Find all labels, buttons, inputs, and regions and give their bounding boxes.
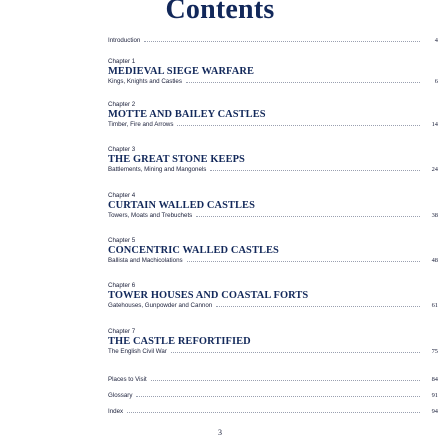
toc-entry-glossary[interactable] [108,391,438,400]
chapter-title: CURTAIN WALLED CASTLES [108,200,255,211]
page-number: 38 [431,212,438,219]
toc-row [108,36,438,45]
page-number: 91 [431,392,438,399]
chapter-label: Chapter 3 [108,146,136,153]
page-number: 75 [431,348,438,355]
entry-label: Introduction [108,37,141,44]
page-title: Contents [165,0,275,25]
toc-entry-chapter-7[interactable] [108,328,438,356]
toc-entry-chapter-3[interactable] [108,146,438,174]
dot-leader [210,169,420,171]
chapter-subtitle: The English Civil War [108,348,167,355]
chapter-title: MOTTE AND BAILEY CASTLES [108,109,266,120]
toc-entry-chapter-6[interactable] [108,282,438,310]
chapter-label: Chapter 1 [108,58,136,65]
toc-row [108,391,438,400]
dot-leader [196,215,420,217]
page-number: 14 [431,121,438,128]
entry-label: Places to Visit [108,376,147,383]
page-number: 6 [434,78,438,85]
chapter-title: CONCENTRIC WALLED CASTLES [108,245,279,256]
toc-entry-index[interactable] [108,407,438,416]
toc-row [108,347,438,356]
toc-entry-chapter-5[interactable] [108,237,438,265]
toc-entry-chapter-1[interactable] [108,58,438,86]
chapter-title: TOWER HOUSES AND COASTAL FORTS [108,290,309,301]
dot-leader [186,81,420,83]
dot-leader [151,379,420,381]
dot-leader [177,124,420,126]
toc-entry-chapter-4[interactable] [108,192,438,220]
toc-entry-chapter-2[interactable] [108,101,438,129]
chapter-title: THE CASTLE REFORTIFIED [108,336,251,347]
toc-row [108,165,438,174]
toc-row [108,120,438,129]
chapter-label: Chapter 5 [108,237,136,244]
chapter-label: Chapter 2 [108,101,136,108]
dot-leader [216,305,420,307]
toc-row [108,256,438,265]
chapter-subtitle: Gatehouses, Gunpowder and Cannon [108,302,213,309]
entry-label: Index [108,408,124,415]
page-number: 24 [431,166,438,173]
dot-leader [171,351,420,353]
dot-leader [144,40,420,42]
chapter-title: THE GREAT STONE KEEPS [108,154,245,165]
toc-row [108,375,438,384]
chapter-subtitle: Ballista and Machicolations [108,257,183,264]
chapter-subtitle: Towers, Moats and Trebuchets [108,212,193,219]
chapter-subtitle: Kings, Knights and Castles [108,78,182,85]
folio-page-number: 3 [218,428,222,437]
chapter-label: Chapter 6 [108,282,136,289]
chapter-label: Chapter 4 [108,192,136,199]
toc-row [108,77,438,86]
toc-row [108,407,438,416]
toc-row [108,211,438,220]
dot-leader [127,411,420,413]
toc-entry-introduction[interactable] [108,36,438,45]
page-number: 94 [431,408,438,415]
chapter-subtitle: Timber, Fire and Arrows [108,121,174,128]
toc-row [108,301,438,310]
page-number: 4 [434,37,438,44]
page-number: 61 [431,302,438,309]
chapter-label: Chapter 7 [108,328,136,335]
page-number: 48 [431,257,438,264]
dot-leader [187,260,420,262]
page-number: 84 [431,376,438,383]
entry-label: Glossary [108,392,133,399]
chapter-subtitle: Battlements, Mining and Mangonels [108,166,207,173]
chapter-title: MEDIEVAL SIEGE WARFARE [108,66,254,77]
dot-leader [136,395,420,397]
toc-entry-places-to-visit[interactable] [108,375,438,384]
